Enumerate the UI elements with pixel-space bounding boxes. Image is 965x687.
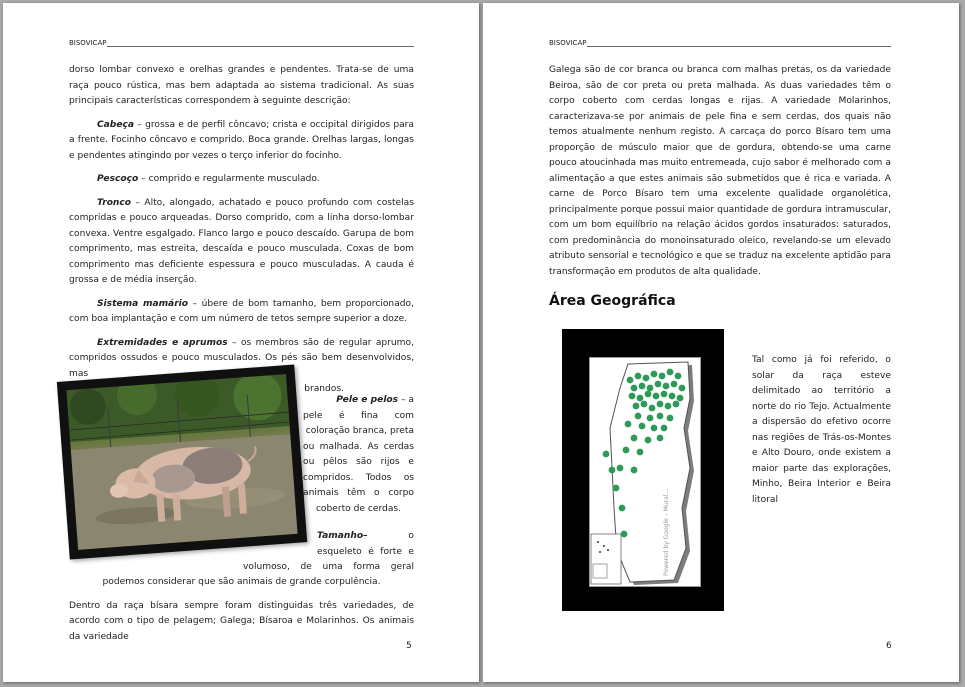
farm-location-dot [647, 385, 654, 392]
geography-paragraph: Tal como já foi referido, o solar da raça esteve delimitado ao território a norte do rio Tejo. Actualmente a dispersão do efetivo ocorre nas regiões de Trás-os-Montes e Alto Douro, onde existem a maior parte das explorações, Minho, Beira Interior e Beira litoral [752, 355, 891, 505]
farm-location-dot [675, 373, 682, 380]
tronco-paragraph [69, 196, 414, 289]
sistema-title: Sistema mamário [97, 298, 189, 309]
farm-location-dot [603, 451, 610, 458]
page-number: 6 [886, 641, 892, 651]
tamanho-title: Tamanho– [317, 531, 368, 541]
tamanho-text-1: o [408, 531, 414, 541]
pescoco-text: – comprido e regularmente musculado. [138, 174, 320, 184]
pele-line-4: ou malhada. As cerdas [303, 441, 414, 452]
farm-location-dot [655, 381, 662, 388]
cabeca-text: – grossa e de perfil côncavo; crista e occipital dirigidos para a frente. Focinho côncavo e comprido. Boca grande. Orelhas largas, longas e pendentes atingindo por vezes o terço inferior do focinho. [69, 119, 414, 161]
farm-location-dot [671, 381, 678, 388]
tamanho-line-4-wrap [69, 575, 414, 645]
farm-location-dot [645, 437, 652, 444]
farm-location-dot [665, 403, 672, 410]
sistema-paragraph [69, 297, 414, 328]
farm-location-dot [677, 395, 684, 402]
pig-photo-scene [66, 374, 297, 550]
pele-title: Pele e pelos [336, 395, 399, 405]
pele-line-8: coberto de cerdas. [315, 503, 402, 514]
farm-location-dot [623, 447, 630, 454]
extremidades-title: Extremidades e aprumos [97, 337, 228, 348]
farm-location-dot [657, 413, 664, 420]
portugal-map [590, 358, 700, 586]
farm-location-dot [637, 395, 644, 402]
farm-location-dot [629, 393, 636, 400]
farm-location-dot [649, 405, 656, 412]
header-rule [587, 39, 891, 47]
pele-line-5: ou pêlos são rijos e [303, 457, 414, 467]
farm-location-dot [625, 421, 632, 428]
farm-location-dot [667, 369, 674, 376]
carcass-paragraph: Galega são de cor branca ou branca com malhas pretas, os da variedade Beiroa, são de cor preta ou preta malhada. As duas variedades têm o corpo coberto com cerdas longas e rijas. A variedade Molarinhos, caracterizava-se por animais de pele fina e sem cerdas, dos quais não temos atualmente nenhum registo. A carcaça do porco Bísaro tem uma proporção de músculo maior que de gordura, obtendo-se uma carne pouco atoucinhada mas muito entremeada, cujo sabor é melhorado com a alimentação a que estes animais são submetidos que é rica e variada. A carne de Porco Bísaro tem uma excelente qualidade organolética, principalmente porque possui maior quantidade de gordura intramuscular, com um bom equilíbrio na relação ácidos gordos insaturados: saturados, com predominância do monoinsaturado oleico, revelando-se um elevado atributo sensorial e tecnológico e que se traduz na excelente aptidão para transformação em produtos de alta qualidade. [549, 65, 891, 277]
farm-location-dot [635, 413, 642, 420]
farm-location-dot [647, 415, 654, 422]
running-header [549, 39, 891, 47]
extremidades-text: – os membros são de regular aprumo, compridos ossudos e pouco musculados. Os pés são bem desenvolvidos, mas [69, 337, 414, 379]
pescoco-paragraph [69, 172, 414, 188]
map-caption-text [752, 353, 891, 508]
farm-location-dot [627, 377, 634, 384]
tamanho-wrapped-text [299, 529, 414, 560]
farm-location-dot [613, 485, 620, 492]
cabeca-title: Cabeça [97, 119, 135, 130]
map-watermark: Powered by Google – Mural… [663, 488, 670, 576]
pig-photo [57, 365, 307, 560]
farm-location-dot [631, 435, 638, 442]
extremidades-last-line: brandos. [304, 384, 344, 394]
farm-location-dot [657, 435, 664, 442]
tronco-title: Tronco [97, 197, 132, 208]
tamanho-line-3-wrap [243, 560, 414, 576]
farm-location-dot [635, 373, 642, 380]
farm-location-dot [653, 393, 660, 400]
pele-line-6: compridos. Todos os [303, 472, 414, 483]
pele-line-2: pele é fina com [303, 410, 414, 421]
page-number: 5 [406, 641, 412, 651]
cabeca-paragraph [69, 118, 414, 165]
farm-location-dot [621, 531, 628, 538]
tamanho-line-2: esqueleto é forte e [317, 546, 414, 557]
pele-line-7: animais têm o corpo [303, 488, 414, 498]
farm-location-dot [673, 401, 680, 408]
farm-location-dot [645, 391, 652, 398]
farm-location-dot [663, 383, 670, 390]
document-page-right [483, 3, 959, 682]
farm-location-dot [617, 465, 624, 472]
header-label: BISOVICAP [69, 39, 107, 47]
pescoco-title: Pescoço [97, 174, 139, 184]
farm-location-dot [661, 391, 668, 398]
left-body-text [69, 63, 414, 398]
header-rule [107, 39, 414, 47]
closing-paragraph: Dentro da raça bísara sempre foram distinguidas três variedades, de acordo com o tipo de pelagem; Galega; Bísaroa e Molarinhos. Os animais da variedade [69, 600, 414, 642]
farm-location-dot [631, 467, 638, 474]
section-title: Área Geográfica [549, 293, 676, 309]
intro-paragraph: dorso lombar convexo e orelhas grandes e pendentes. Trata-se de uma raça pouco rústica, mas bem adaptada ao sistema tradicional. As suas principais características correspondem à seguinte descrição: [69, 65, 414, 106]
document-page-left [3, 3, 479, 682]
pele-wrapped-text [303, 393, 414, 517]
pig-illustration [66, 374, 297, 550]
farm-location-dot [619, 505, 626, 512]
header-label: BISOVICAP [549, 39, 587, 47]
farm-location-dot [633, 403, 640, 410]
running-header [69, 39, 414, 47]
farm-location-dot [651, 425, 658, 432]
farm-location-dot [651, 371, 658, 378]
farm-location-dot [609, 467, 616, 474]
tamanho-line-1 [299, 529, 414, 545]
farm-location-dot [639, 423, 646, 430]
portugal-map-figure [562, 329, 724, 611]
farm-location-dot [667, 415, 674, 422]
tamanho-line-4: podemos considerar que são animais de grande corpulência. [102, 577, 381, 587]
tamanho-line-3: volumoso, de uma forma geral [243, 562, 414, 572]
pele-line-1 [303, 393, 414, 409]
farm-location-dot [669, 393, 676, 400]
farm-location-dot [641, 401, 648, 408]
farm-location-dot [639, 383, 646, 390]
farm-location-dot [661, 425, 668, 432]
pele-line-3: coloração branca, preta [305, 426, 414, 436]
pele-text-1: – a [398, 395, 414, 405]
farm-location-dot [643, 375, 650, 382]
farm-location-dot [631, 385, 638, 392]
farm-location-dot [657, 401, 664, 408]
farm-location-dot [637, 449, 644, 456]
farm-location-dot [659, 373, 666, 380]
farm-location-dot [679, 385, 686, 392]
tronco-text: – Alto, alongado, achatado e pouco profundo com costelas compridas e pouco arqueadas. Dorso comprido, com a linha dorso-lombar convexa. Ventre esgalgado. Flanco largo e pouco descaído. Garupa de bom comprimento, mas estreita, descaída e pouco musculada. Coxas de bom comprimento mas deficiente espessura e pouco musculadas. A cauda é grossa e de média inserção. [69, 197, 414, 285]
map-panel [589, 357, 701, 587]
sistema-text: – úbere de bom tamanho, bem proporcionado, com boa implantação e com um número de tetos sempre superior a doze. [69, 298, 414, 324]
right-body-text [549, 63, 891, 280]
